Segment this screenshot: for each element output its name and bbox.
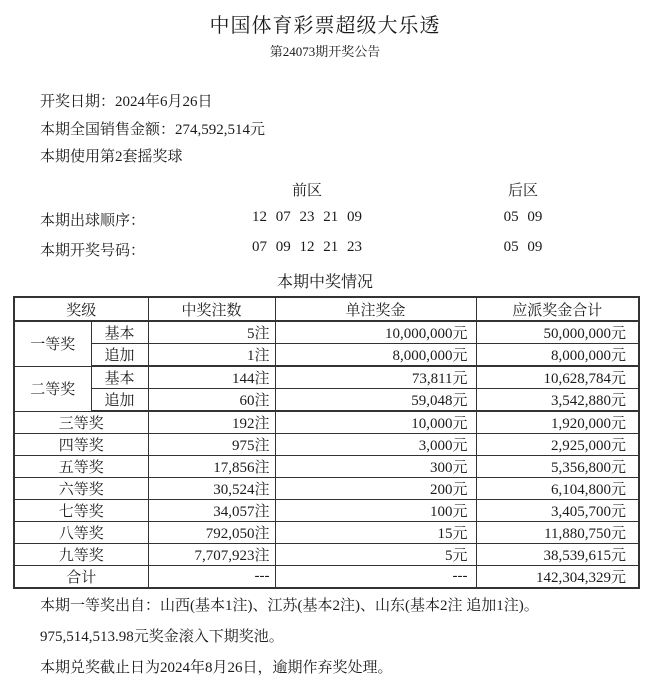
single-prize-cell: 10,000元 [275,411,476,434]
prize-row-6th [14,478,639,500]
count-cell: 5注 [148,321,275,344]
back-zone-header: 后区 [507,183,538,199]
prize-row-2nd-extra [14,389,639,412]
single-prize-cell: 3,000元 [275,434,476,456]
sales-amount-line [40,118,265,139]
prize-row-9th [14,544,639,566]
total-prize-cell: 2,925,000元 [476,434,639,456]
total-prize-cell: 142,304,329元 [476,566,639,589]
grade-cell: 九等奖 [14,544,148,566]
sales-amount-label: 本期全国销售金额： [40,122,176,138]
page-title: 中国体育彩票超级大乐透 [209,15,441,37]
draw-date-label: 开奖日期： [40,94,116,110]
page-subtitle: 第24073期开奖公告 [269,44,381,59]
prize-row-1st-basic [14,321,639,344]
single-prize-cell: 8,000,000元 [275,344,476,367]
single-prize-cell: 10,000,000元 [275,321,476,344]
total-prize-cell: 3,542,880元 [476,389,639,412]
header-single-prize: 单注奖金 [275,297,476,321]
count-cell: 30,524注 [148,478,275,500]
count-cell: 792,050注 [148,522,275,544]
sales-amount-value: 274,592,514元 [175,122,266,138]
prize-row-3rd [14,411,639,434]
count-cell: 192注 [148,411,275,434]
count-cell: 975注 [148,434,275,456]
subtype-cell: 基本 [91,321,148,344]
prize-row-8th [14,522,639,544]
total-prize-cell: 3,405,700元 [476,500,639,522]
count-cell: 17,856注 [148,456,275,478]
grade-cell: 七等奖 [14,500,148,522]
total-prize-cell: 6,104,800元 [476,478,639,500]
draw-date-value: 2024年6月26日 [115,94,213,110]
single-prize-cell: 73,811元 [275,366,476,389]
grade-cell: 合计 [14,566,148,589]
note-jackpot-rollover: 975,514,513.98元奖金滚入下期奖池。 [40,629,284,645]
front-zone-header: 前区 [291,183,322,199]
note-claim-deadline: 本期兑奖截止日为2024年8月26日，逾期作弃奖处理。 [40,660,393,676]
single-prize-cell: 15元 [275,522,476,544]
single-prize-cell: 5元 [275,544,476,566]
count-cell: 7,707,923注 [148,544,275,566]
prize-row-total [14,566,639,589]
total-prize-cell: 50,000,000元 [476,321,639,344]
winning-numbers-back: 05 09 [503,239,543,255]
prize-table-header-row [14,297,639,321]
ball-order-label: 本期出球顺序： [40,213,146,229]
total-prize-cell: 38,539,615元 [476,544,639,566]
total-prize-cell: 11,880,750元 [476,522,639,544]
grade-cell: 三等奖 [14,411,148,434]
count-cell: --- [148,566,275,589]
header-grade: 奖级 [14,297,148,321]
grade-cell: 二等奖 [14,366,91,411]
subtype-cell: 追加 [91,389,148,412]
single-prize-cell: 100元 [275,500,476,522]
note-first-prize-origin: 本期一等奖出自：山西(基本1注)、江苏(基本2注)、山东(基本2注 追加1注)。 [40,598,539,614]
winning-numbers-front: 07 09 12 21 23 [252,239,362,255]
header-total-prize: 应派奖金合计 [476,297,639,321]
prize-section-title: 本期中奖情况 [276,274,373,291]
grade-cell: 一等奖 [14,321,91,366]
total-prize-cell: 1,920,000元 [476,411,639,434]
single-prize-cell: 200元 [275,478,476,500]
grade-cell: 八等奖 [14,522,148,544]
prize-row-4th [14,434,639,456]
count-cell: 144注 [148,366,275,389]
total-prize-cell: 8,000,000元 [476,344,639,367]
count-cell: 60注 [148,389,275,412]
prize-row-1st-extra [14,344,639,367]
prize-row-2nd-basic [14,366,639,389]
single-prize-cell: --- [275,566,476,589]
subtype-cell: 追加 [91,344,148,367]
grade-cell: 五等奖 [14,456,148,478]
subtype-cell: 基本 [91,366,148,389]
ball-order-back-numbers: 05 09 [503,209,543,225]
prize-row-7th [14,500,639,522]
count-cell: 1注 [148,344,275,367]
total-prize-cell: 10,628,784元 [476,366,639,389]
single-prize-cell: 300元 [275,456,476,478]
header-count: 中奖注数 [148,297,275,321]
count-cell: 34,057注 [148,500,275,522]
draw-date-line [40,90,213,111]
ball-set-line: 本期使用第2套摇奖球 [40,149,183,165]
grade-cell: 四等奖 [14,434,148,456]
prize-row-5th [14,456,639,478]
grade-cell: 六等奖 [14,478,148,500]
prize-table [13,296,640,589]
winning-numbers-label: 本期开奖号码： [40,243,146,259]
total-prize-cell: 5,356,800元 [476,456,639,478]
ball-order-front-numbers: 12 07 23 21 09 [252,209,362,225]
single-prize-cell: 59,048元 [275,389,476,412]
